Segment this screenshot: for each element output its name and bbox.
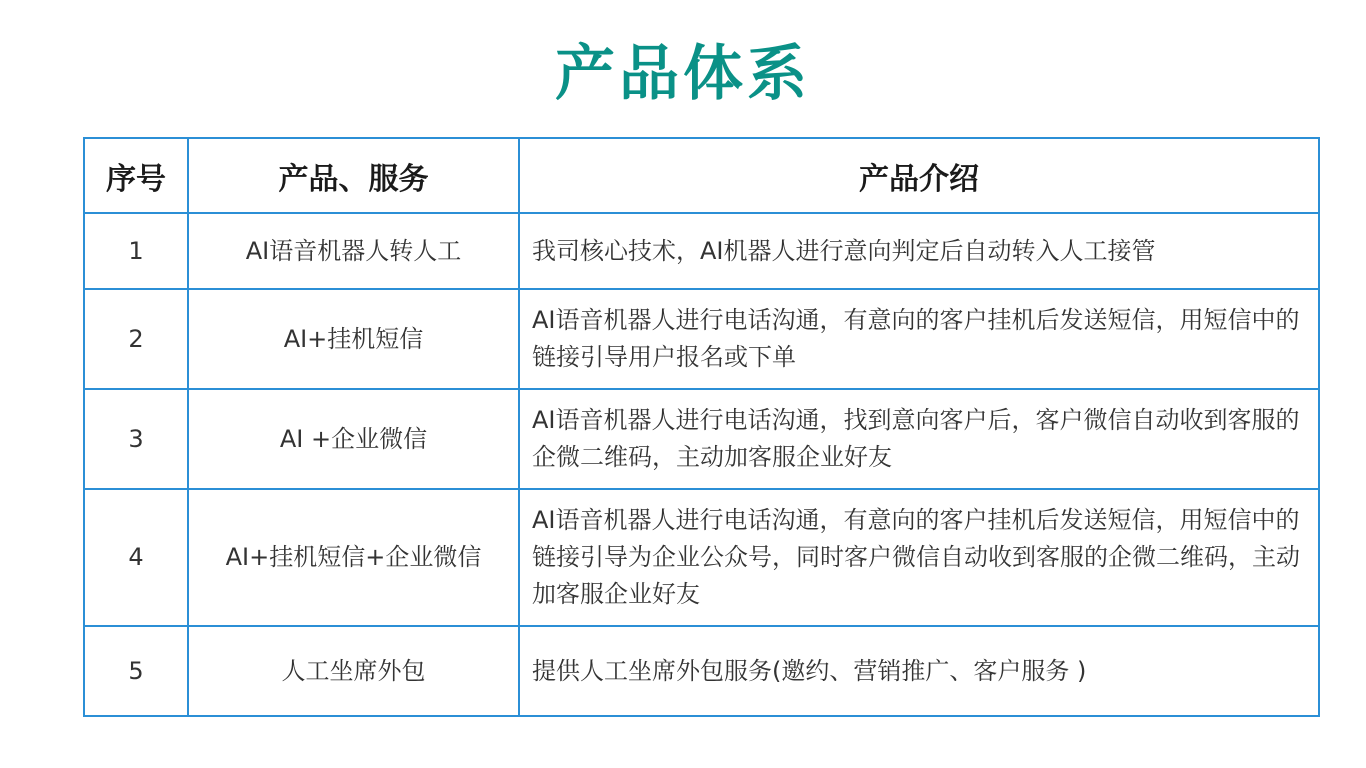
table-row xyxy=(84,489,1319,626)
table-row xyxy=(84,213,1319,289)
row-product-desc: 我司核心技术，AI机器人进行意向判定后自动转入人工接管 xyxy=(519,213,1319,289)
row-number: 2 xyxy=(84,289,188,389)
page-title: 产品体系 xyxy=(555,39,811,109)
row-product-name: AI +企业微信 xyxy=(188,389,519,489)
header-number: 序号 xyxy=(84,138,188,213)
header-product-service: 产品、服务 xyxy=(188,138,519,213)
table-row xyxy=(84,626,1319,716)
row-number: 3 xyxy=(84,389,188,489)
row-number: 4 xyxy=(84,489,188,626)
row-product-desc: AI语音机器人进行电话沟通，找到意向客户后，客户微信自动收到客服的企微二维码，主动加客服企业好友 xyxy=(519,389,1319,489)
table-row xyxy=(84,289,1319,389)
row-product-name: AI+挂机短信+企业微信 xyxy=(188,489,519,626)
row-product-name: 人工坐席外包 xyxy=(188,626,519,716)
row-product-desc: 提供人工坐席外包服务(邀约、营销推广、客户服务 ) xyxy=(519,626,1319,716)
product-table xyxy=(83,137,1320,717)
row-number: 5 xyxy=(84,626,188,716)
table-row xyxy=(84,389,1319,489)
row-product-name: AI+挂机短信 xyxy=(188,289,519,389)
header-product-intro: 产品介绍 xyxy=(519,138,1319,213)
table-header-row xyxy=(84,138,1319,213)
row-product-name: AI语音机器人转人工 xyxy=(188,213,519,289)
row-product-desc: AI语音机器人进行电话沟通，有意向的客户挂机后发送短信，用短信中的链接引导用户报名或下单 xyxy=(519,289,1319,389)
row-number: 1 xyxy=(84,213,188,289)
row-product-desc: AI语音机器人进行电话沟通，有意向的客户挂机后发送短信，用短信中的链接引导为企业公众号，同时客户微信自动收到客服的企微二维码，主动加客服企业好友 xyxy=(519,489,1319,626)
